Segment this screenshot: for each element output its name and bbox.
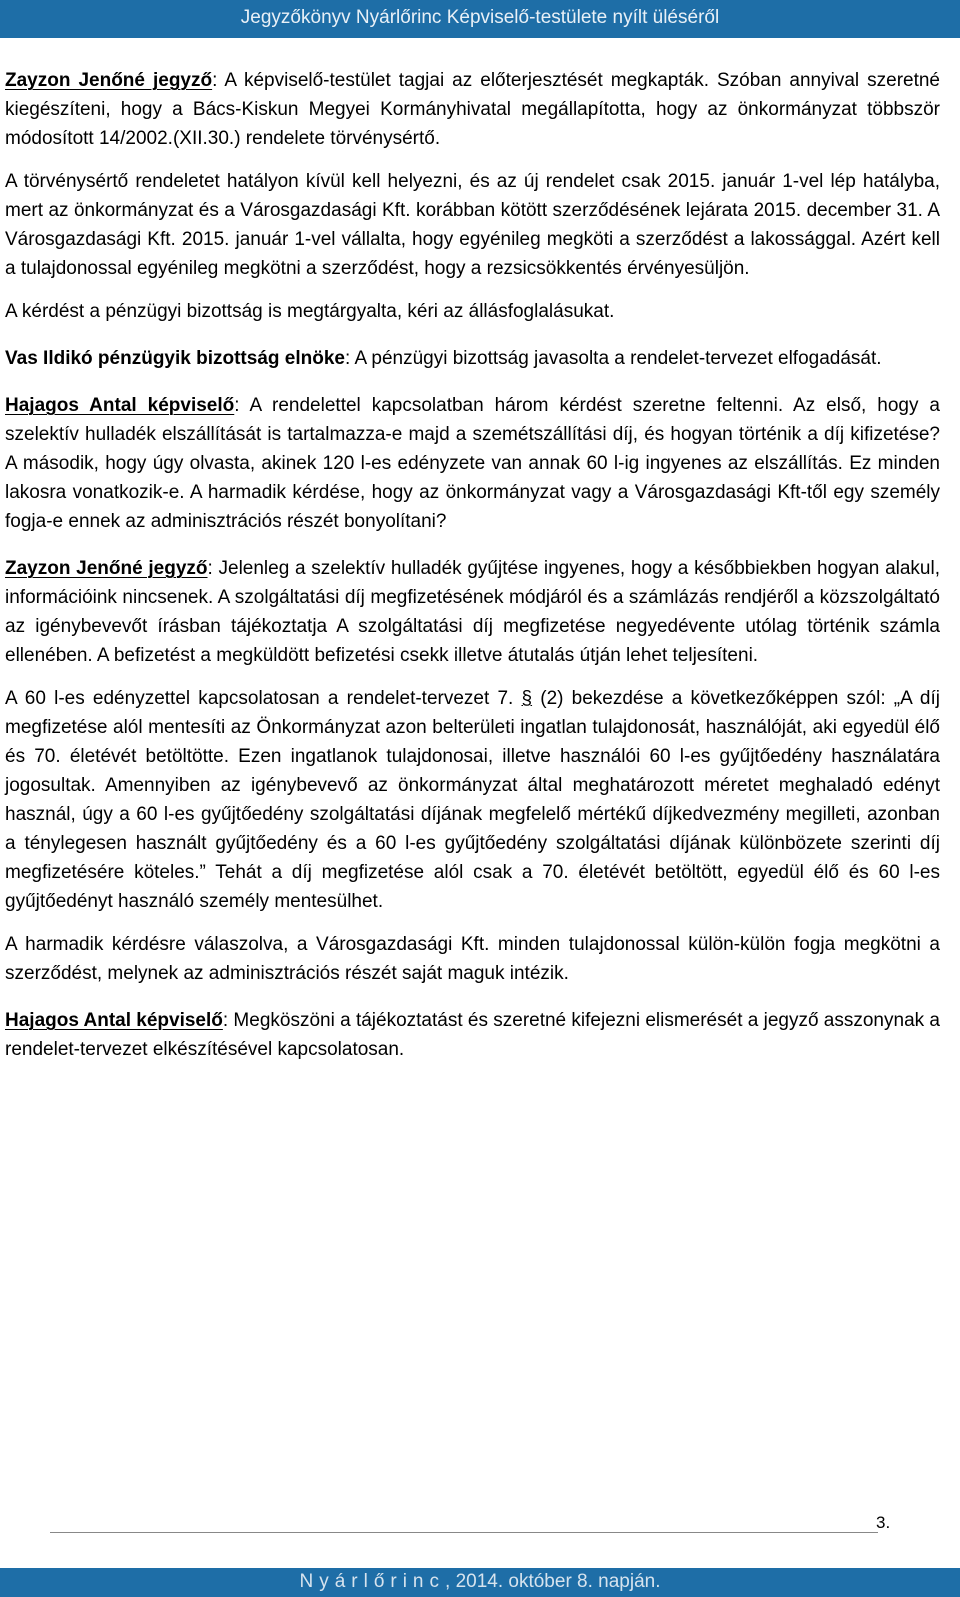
paragraph-text: : A képviselő-testület tagjai az előterjesztését megkapták. Szóban annyival szeretné kiegészíteni, hogy a Bács-Kiskun Megyei Kormányhivatal megállapította, hogy az önkormányzat többször módosított 14/2002.(XII.30.) rendelete törvénysértő.	[5, 70, 941, 149]
paragraph-4	[5, 344, 940, 373]
paragraph-text: : A rendelettel kapcsolatban három kérdést szeretne feltenni. Az első, hogy a szelektív hulladék elszállítását is tartalmazza-e majd a szemétszállítási díj, és hogyan történik a díj kifizetése? A második, hogy úgy olvasta, akinek 120 l-es edényzete van annak 60 l-ig ingyenes az elszállítás. Ez minden lakosra vonatkozik-e. A harmadik kérdése, hogy az önkormányzat vagy a Városgazdasági Kft-től egy személy fogja-e ennek az adminisztrációs részét bonyolítani?	[5, 395, 940, 532]
document-body	[5, 66, 940, 1064]
paragraph-text: A harmadik kérdésre válaszolva, a Városgazdasági Kft. minden tulajdonossal külön-külön fogja megkötni a szerződést, melynek az adminisztrációs részét saját maguk intézik.	[5, 934, 940, 984]
speaker-name: Vas Ildikó pénzügyik bizottság elnöke	[5, 348, 345, 369]
paragraph-text: : Megköszöni a tájékoztatást és szeretné kifejezni elismerését a jegyző asszonynak a rendelet-tervezet elkészítésével kapcsolatosan.	[5, 1010, 940, 1060]
paragraph-3	[5, 297, 940, 326]
paragraph-5	[5, 391, 940, 536]
paragraph-1	[5, 66, 940, 153]
paragraph-text: : A pénzügyi bizottság javasolta a rendelet-tervezet elfogadását.	[344, 348, 882, 369]
footer-date: , 2014. október 8. napján.	[445, 1571, 661, 1592]
paragraph-9	[5, 1006, 940, 1064]
section-sign: §	[521, 688, 533, 709]
page-header	[0, 0, 960, 38]
paragraph-text: A kérdést a pénzügyi bizottság is megtárgyalta, kéri az állásfoglalásukat.	[5, 301, 615, 322]
paragraph-7	[5, 684, 940, 916]
speaker-name: Hajagos Antal képviselő	[5, 395, 235, 416]
paragraph-text: : Jelenleg a szelektív hulladék gyűjtése ingyenes, hogy a későbbiekben hogyan alakul, információink nincsenek. A szolgáltatási díj megfizetésének módjáról és a számlázás rendjéről a közszolgáltató az igénybevevőt írásban tájékoztatja A szolgáltatási díj megfizetése negyedévente utólag történik számla ellenében. A befizetést a megküldött befizetési csekk illetve átutalás útján lehet teljesíteni.	[5, 558, 940, 666]
speaker-name: Hajagos Antal képviselő	[5, 1010, 223, 1031]
speaker-name: Zayzon Jenőné jegyző	[5, 70, 213, 91]
speaker-name: Zayzon Jenőné jegyző	[5, 558, 208, 579]
paragraph-8	[5, 930, 940, 988]
header-title: Jegyzőkönyv Nyárlőrinc Képviselő-testülete nyílt üléséről	[240, 7, 720, 28]
paragraph-text: (2) bekezdése a következőképpen szól: „A díj megfizetése alól mentesíti az Önkormányzat azon belterületi ingatlan tulajdonosát, használóját, aki egyedül élő és 70. életévét betöltötte. Ezen ingatlanok tulajdonosai, illetve használói 60 l-es gyűjtőedény használatára jogosultak. Amennyiben az igénybevevő az önkormányzat által meghatározott méretet meghaladó edényt használ, úgy a 60 l-es gyűjtőedény szolgáltatási díjának megfelelő mértékű díjkedvezmény megilleti, azonban a ténylegesen használt gyűjtőedény és a 60 l-es gyűjtőedény szolgáltatási díjának különbözete szerinti díj megfizetésére köteles.” Tehát a díj megfizetése alól csak a 70. életévét betöltött, egyedül élő és 60 l-es gyűjtőedényt használó személy mentesülhet.	[5, 688, 940, 912]
footer-place: Nyárlőrinc	[299, 1571, 446, 1592]
paragraph-text: A törvénysértő rendeletet hatályon kívül kell helyezni, és az új rendelet csak 2015. január 1-vel lép hatályba, mert az önkormányzat és a Városgazdasági Kft. korábban kötött szerződésének lejárata 2015. december 31. A Városgazdasági Kft. 2015. január 1-vel vállalta, hogy egyénileg megköti a szerződést a lakossággal. Azért kell a tulajdonossal egyénileg megkötni a szerződést, hogy a rezsicsökkentés érvényesüljön.	[5, 171, 940, 279]
page-footer	[0, 1568, 960, 1597]
paragraph-2	[5, 167, 940, 283]
footer-divider	[50, 1532, 878, 1533]
page-number: 3.	[876, 1513, 891, 1532]
paragraph-text: A 60 l-es edényzettel kapcsolatosan a rendelet-tervezet 7.	[5, 688, 522, 709]
paragraph-6	[5, 554, 940, 670]
